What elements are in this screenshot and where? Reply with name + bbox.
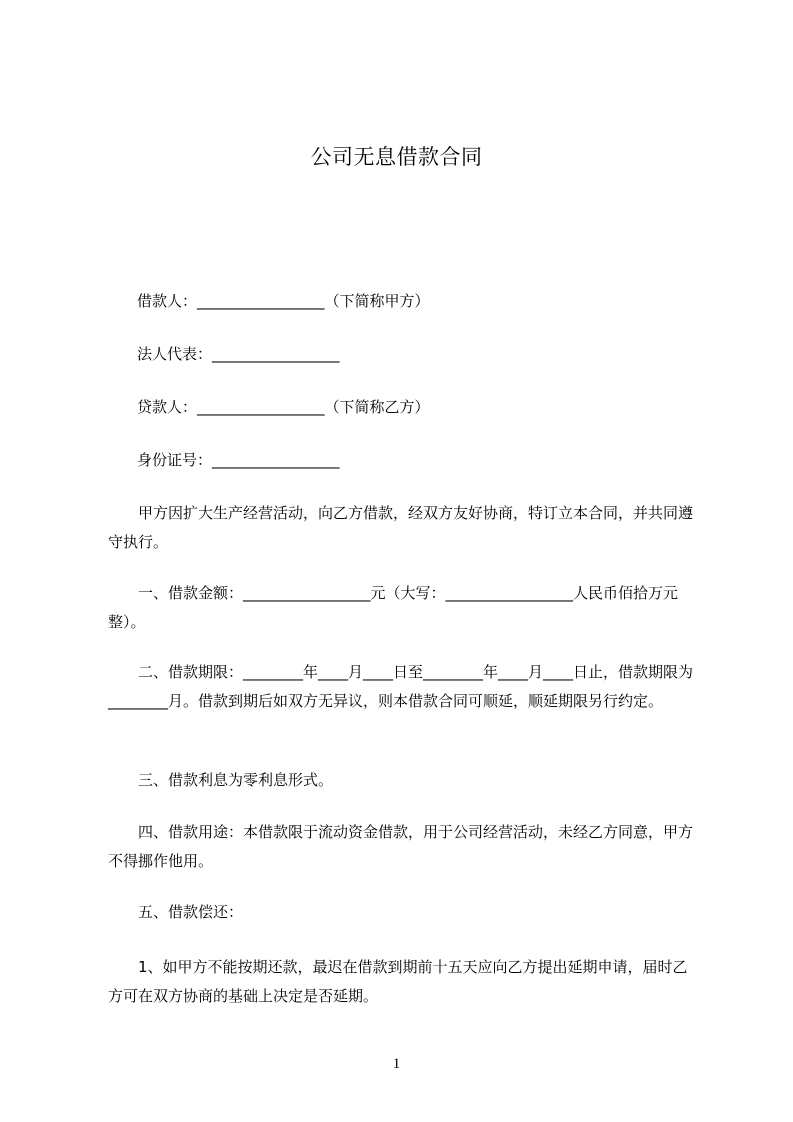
document-title: 公司无息借款合同 [310,145,483,169]
clause-repayment-item-1: 1、如甲方不能按期还款，最迟在借款到期前十五天应向乙方提出延期申请，届时乙方可在双方协商的基础上决定是否延期。 [108,958,688,1005]
borrower-field: 借款人：_________________（下简称甲方） [137,292,430,310]
clause-term: 二、借款期限：________年____月____日至________年____月____日止，借款期限为________月。借款到期后如双方无异议，则本借款合同可顺延，顺延期限另行约定。 [108,663,694,710]
page-number: 1 [392,1056,401,1072]
clause-usage: 四、借款用途：本借款限于流动资金借款，用于公司经营活动，未经乙方同意，甲方不得挪作他用。 [108,823,694,870]
intro-paragraph: 甲方因扩大生产经营活动，向乙方借款，经双方友好协商，特订立本合同，并共同遵守执行。 [108,504,694,551]
lender-field: 贷款人：_________________（下简称乙方） [137,398,430,416]
clause-repayment-heading: 五、借款偿还： [138,903,244,921]
id-number-field: 身份证号：_________________ [137,451,340,469]
clause-interest: 三、借款利息为零利息形式。 [138,771,334,789]
legal-representative-field: 法人代表：_________________ [137,345,340,363]
clause-amount: 一、借款金额：_________________元（大写：_________________人民币佰拾万元整）。 [108,584,679,631]
